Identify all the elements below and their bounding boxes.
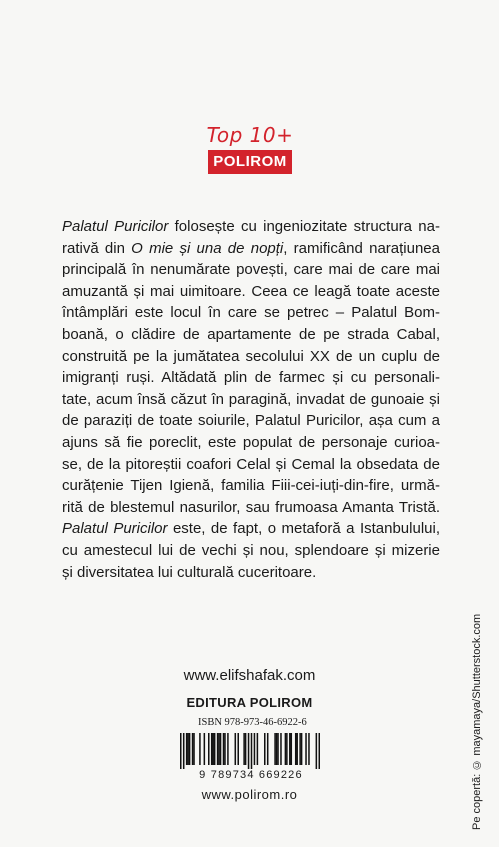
blurb-text: întâmplări este locul în care se petrec – Palatul Bom- xyxy=(62,304,440,322)
barcode-bar xyxy=(305,733,307,765)
barcode-bar xyxy=(237,733,239,765)
cover-credit: Pe copertă: © mayamaya/Shutterstock.com xyxy=(471,613,483,830)
blurb-line xyxy=(62,389,440,411)
blurb-text: și diversitatea lui culturală cuceritoare. xyxy=(62,563,317,581)
back-cover-blurb xyxy=(62,216,440,583)
barcode-bar xyxy=(192,733,194,765)
barcode-bar xyxy=(227,733,229,765)
barcode-bar xyxy=(224,733,226,765)
blurb-line xyxy=(62,238,440,260)
blurb-text: ajuns să fie poreclit, este populat de personaje curioa- xyxy=(62,433,440,451)
barcode-bar xyxy=(286,733,288,765)
blurb-text: folosește cu ingeniozitate structura na- xyxy=(168,218,440,235)
blurb-title-italic: Palatul Puricilor xyxy=(62,520,168,538)
blurb-line xyxy=(62,281,440,303)
publisher-name: EDITURA POLIROM xyxy=(186,695,313,710)
publisher-badge: POLIROM xyxy=(208,150,292,174)
blurb-line xyxy=(62,432,440,454)
blurb-text: se, de la pitoreștii coafori Celal și Cemal la obsedata de xyxy=(62,455,440,473)
barcode-bar xyxy=(316,733,318,769)
series-label: Top 10+ xyxy=(206,123,294,147)
blurb-text: boană, o clădire de apartamente de pe strada Cabal, xyxy=(62,325,440,343)
barcode-bar xyxy=(274,733,276,765)
barcode-bar xyxy=(243,733,245,765)
blurb-text: construită pe la jumătatea secolului XX de un cuplu de xyxy=(62,347,440,365)
blurb-text: imigranți ruși. Altădată plin de farmec și cu personali- xyxy=(62,369,440,387)
blurb-line xyxy=(62,497,440,519)
barcode-bar xyxy=(189,733,191,765)
barcode-bar xyxy=(251,733,253,769)
blurb-text: este, de fapt, o metaforă a Istanbulului, xyxy=(167,520,440,538)
blurb-line xyxy=(62,475,440,497)
barcode-bar xyxy=(187,733,189,765)
barcode-bar xyxy=(199,733,201,765)
barcode-bar xyxy=(211,733,213,765)
barcode-bar xyxy=(223,733,225,765)
barcode-bar xyxy=(183,733,185,769)
barcode-bar xyxy=(214,733,216,765)
isbn: ISBN 978-973-46-6922-6 xyxy=(198,717,307,728)
barcode-digits: 9 789734 669226 xyxy=(199,769,303,781)
barcode-bar xyxy=(180,733,182,769)
barcode-bar xyxy=(285,733,287,765)
barcode-bar xyxy=(218,733,220,765)
barcode-bar xyxy=(220,733,222,765)
blurb-line xyxy=(62,518,440,540)
barcode-bar xyxy=(295,733,297,765)
barcode-bar xyxy=(235,733,237,765)
barcode-bar xyxy=(204,733,206,765)
barcode-bar xyxy=(208,733,210,765)
blurb-line xyxy=(62,410,440,432)
barcode-bar xyxy=(186,733,188,765)
blurb-text: cu amestecul lui de vechi și nou, splendoare și mizerie xyxy=(62,541,440,559)
blurb-line xyxy=(62,540,440,562)
publisher-website: www.polirom.ro xyxy=(201,787,298,802)
blurb-line xyxy=(62,216,440,238)
barcode-bar xyxy=(248,733,250,769)
barcode-bar xyxy=(299,733,301,765)
barcode-bar xyxy=(280,733,282,765)
barcode-bar xyxy=(277,733,279,765)
barcode-bar xyxy=(212,733,214,765)
barcode-bar xyxy=(301,733,303,765)
barcode-bar xyxy=(245,733,247,765)
blurb-line xyxy=(62,259,440,281)
series-logo xyxy=(200,124,300,174)
blurb-text: rită de blestemul nasurilor, sau frumoasa Amanta Tristă. xyxy=(62,498,440,516)
barcode-bar xyxy=(289,733,291,765)
blurb-title-italic: O mie și una de nopți xyxy=(131,239,284,257)
blurb-text: rativă din xyxy=(62,239,132,257)
blurb-line xyxy=(62,346,440,368)
barcode-bar xyxy=(296,733,298,765)
blurb-text: curățenie Tijen Igienă, familia Fiii-cei-iuți-din-fire, urmă- xyxy=(62,477,440,495)
blurb-text: amuzantă și mai uimitoare. Ceea ce leagă toate aceste xyxy=(62,282,440,300)
isbn-barcode xyxy=(180,733,320,769)
barcode-bar xyxy=(217,733,219,765)
barcode-bar xyxy=(257,733,259,765)
blurb-text: tate, acum însă căzut în paragină, invadat de gunoaie și xyxy=(62,390,440,408)
blurb-text: de paraziți de toate soiurile, Palatul Puricilor, așa cum a xyxy=(62,412,440,430)
barcode-bar xyxy=(319,733,320,769)
barcode-bar xyxy=(193,733,195,765)
author-website: www.elifshafak.com xyxy=(183,667,316,684)
barcode-bar xyxy=(308,733,310,765)
barcode-bar xyxy=(267,733,269,765)
blurb-line xyxy=(62,454,440,476)
barcode-bar xyxy=(276,733,278,765)
blurb-line xyxy=(62,367,440,389)
blurb-line xyxy=(62,562,440,584)
barcode-bar xyxy=(254,733,256,765)
barcode-bar xyxy=(291,733,293,765)
blurb-text: principală în nenumărate povești, care mai de care mai xyxy=(62,261,440,279)
blurb-line xyxy=(62,302,440,324)
blurb-title-italic: Palatul Puricilor xyxy=(62,218,169,235)
blurb-text: , ramificând narațiunea xyxy=(283,239,440,257)
blurb-line xyxy=(62,324,440,346)
barcode-bar xyxy=(264,733,266,765)
